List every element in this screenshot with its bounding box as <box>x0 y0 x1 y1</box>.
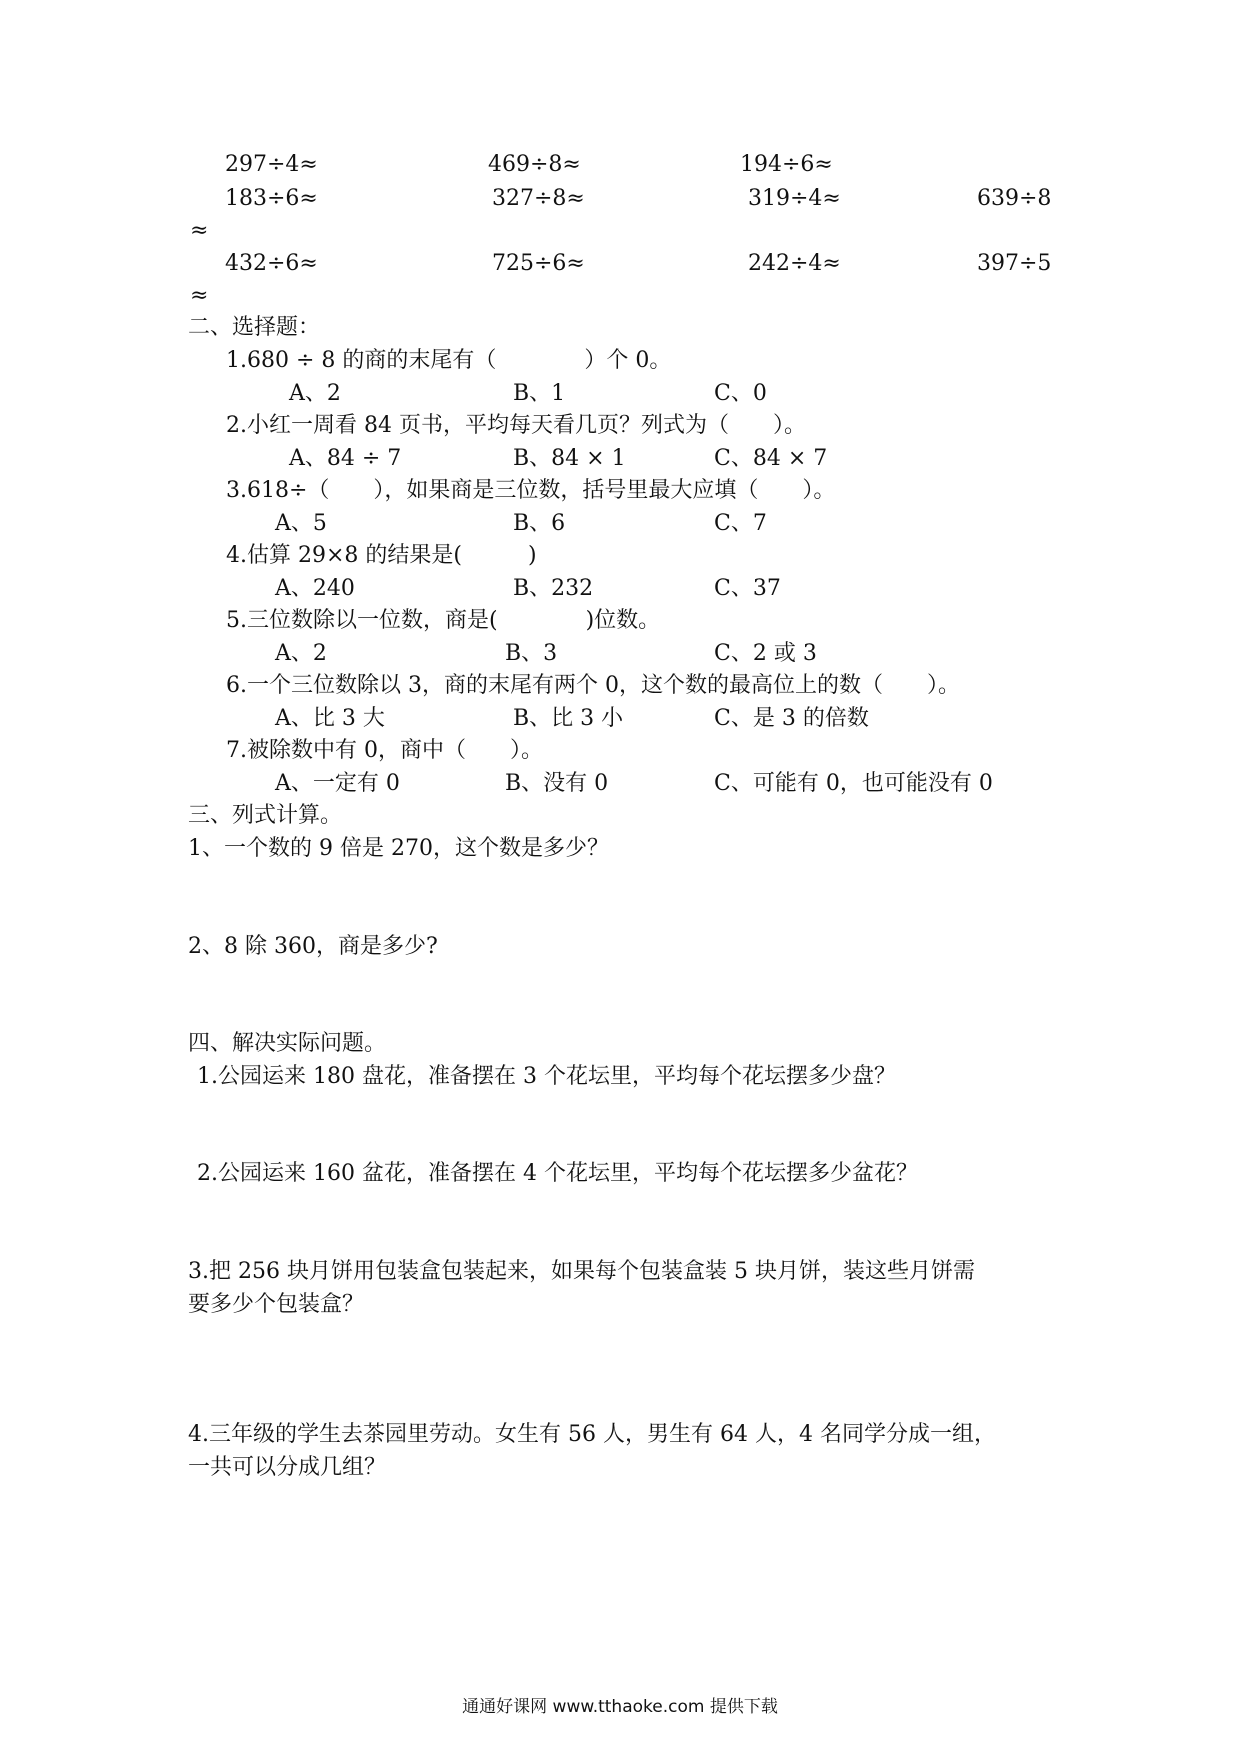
option-a: A、一定有 0 <box>275 771 400 796</box>
problem-text: 2.公园运来 160 盆花，准备摆在 4 个花坛里，平均每个花坛摆多少盆花？ <box>197 1161 918 1186</box>
estimate-item: 194÷6≈ <box>740 152 833 177</box>
option-c: C、84 × 7 <box>714 446 828 471</box>
problem-text: 4.三年级的学生去茶园里劳动。女生有 56 人，男生有 64 人，4 名同学分成一组， <box>188 1422 996 1447</box>
option-a: A、5 <box>275 511 327 536</box>
section-title: 四、解决实际问题。 <box>188 1031 387 1056</box>
question-text: 1.680 ÷ 8 的商的末尾有（ ）个 0。 <box>226 348 672 373</box>
problem-text: 3.把 256 块月饼用包装盒包装起来，如果每个包装盒装 5 块月饼，装这些月饼需 <box>188 1259 975 1284</box>
problem-text: 一共可以分成几组？ <box>188 1455 387 1480</box>
estimate-item: 639÷8 <box>977 186 1052 211</box>
estimate-item: 297÷4≈ <box>225 152 318 177</box>
page-footer: 通通好课网 www.tthaoke.com 提供下载 <box>462 1697 778 1717</box>
option-a: A、比 3 大 <box>275 706 385 731</box>
estimate-item: 432÷6≈ <box>225 251 318 276</box>
option-b: B、比 3 小 <box>513 706 624 731</box>
option-b: B、6 <box>513 511 566 536</box>
option-c: C、是 3 的倍数 <box>714 706 869 731</box>
estimate-item: 327÷8≈ <box>492 186 585 211</box>
option-a: A、84 ÷ 7 <box>289 446 402 471</box>
option-c: C、7 <box>714 511 767 536</box>
question-text: 3.618÷（ ），如果商是三位数，括号里最大应填（ ）。 <box>226 478 836 503</box>
problem-text: 1.公园运来 180 盘花，准备摆在 3 个花坛里，平均每个花坛摆多少盘？ <box>197 1064 896 1089</box>
option-c: C、37 <box>714 576 781 601</box>
estimate-item: 242÷4≈ <box>748 251 841 276</box>
estimate-item: 469÷8≈ <box>488 152 581 177</box>
question-text: 6.一个三位数除以 3，商的末尾有两个 0，这个数的最高位上的数（ ）。 <box>226 673 960 698</box>
question-text: 7.被除数中有 0，商中（ ）。 <box>226 738 543 763</box>
question-text: 5.三位数除以一位数，商是( )位数。 <box>226 608 661 633</box>
estimate-wrap: ≈ <box>190 283 209 308</box>
estimate-item: 397÷5 <box>977 251 1052 276</box>
problem-text: 要多少个包装盒？ <box>188 1292 365 1317</box>
calc-item: 1、一个数的 9 倍是 270，这个数是多少？ <box>188 836 609 861</box>
option-c: C、0 <box>714 381 767 406</box>
estimate-item: 725÷6≈ <box>492 251 585 276</box>
option-c: C、2 或 3 <box>714 641 817 666</box>
section-title: 二、选择题： <box>188 315 321 340</box>
question-text: 4.估算 29×8 的结果是( ) <box>226 543 537 568</box>
option-a: A、240 <box>275 576 355 601</box>
option-b: B、1 <box>513 381 566 406</box>
calc-item: 2、8 除 360，商是多少? <box>188 934 438 959</box>
option-b: B、没有 0 <box>505 771 609 796</box>
question-text: 2.小红一周看 84 页书，平均每天看几页？列式为（ ）。 <box>226 413 806 438</box>
option-b: B、84 × 1 <box>513 446 626 471</box>
section-title: 三、列式计算。 <box>188 803 343 828</box>
estimate-item: 319÷4≈ <box>748 186 841 211</box>
option-b: B、3 <box>505 641 558 666</box>
option-a: A、2 <box>275 641 327 666</box>
estimate-item: 183÷6≈ <box>225 186 318 211</box>
option-c: C、可能有 0，也可能没有 0 <box>714 771 993 796</box>
option-a: A、2 <box>289 381 341 406</box>
estimate-wrap: ≈ <box>190 218 209 243</box>
option-b: B、232 <box>513 576 594 601</box>
